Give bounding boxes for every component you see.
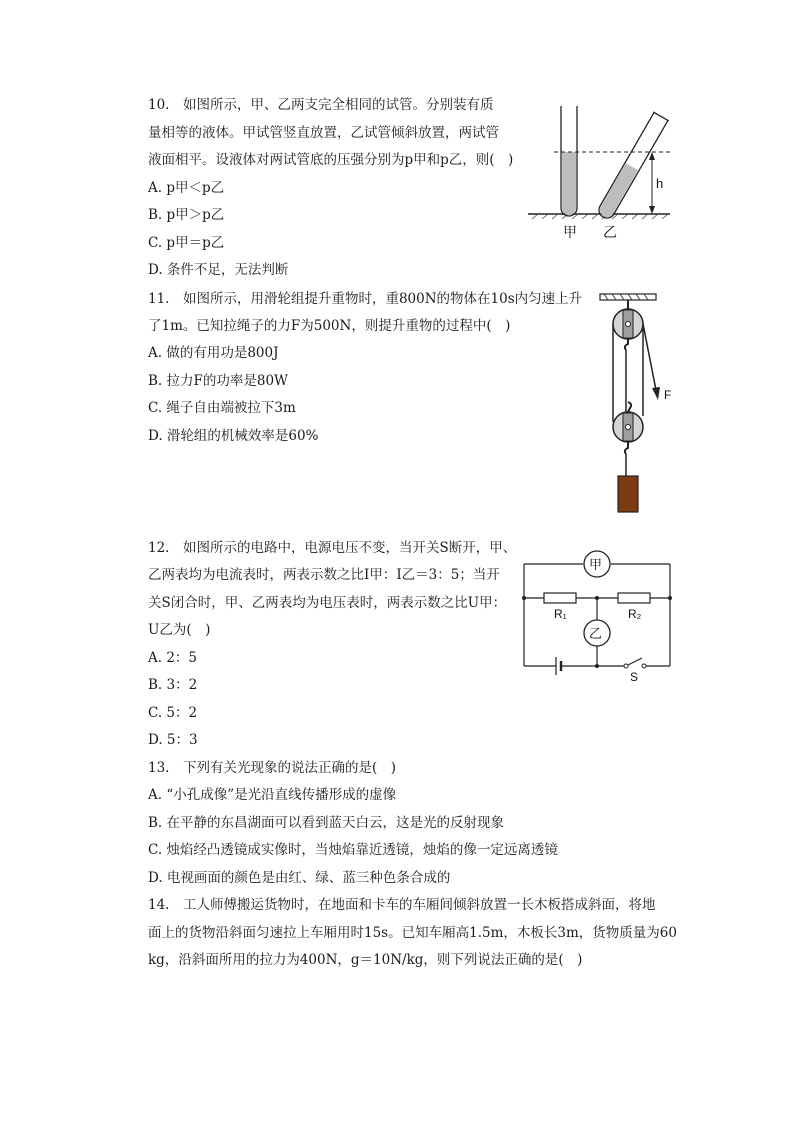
- q12-stem-line-1: 12. 如图所示的电路中，电源电压不变，当开关S断开，甲、: [148, 540, 517, 556]
- tube-yi-liquid: [597, 163, 638, 219]
- q13-stem: 13. 下列有关光现象的说法正确的是( ): [148, 760, 397, 776]
- q10-stem-line-1: 10. 如图所示，甲、乙两支完全相同的试管。分别装有质: [148, 97, 494, 113]
- q12-circuit-figure: [520, 548, 676, 686]
- q13-option-a[interactable]: A. “小孔成像”是光沿直线传播形成的虚像: [148, 787, 397, 803]
- q10-option-a[interactable]: A. p甲＜p乙: [148, 180, 225, 196]
- q13-option-b[interactable]: B. 在平静的东昌湖面可以看到蓝天白云，这是光的反射现象: [148, 815, 505, 831]
- height-label: h: [656, 176, 664, 191]
- r1-label: R₁: [554, 607, 567, 621]
- q11-option-d[interactable]: D. 滑轮组的机械效率是60%: [148, 428, 319, 444]
- q10-stem-line-2: 量相等的液体。甲试管竖直放置，乙试管倾斜放置，两试管: [148, 125, 499, 141]
- q11-stem-line-1: 11. 如图所示，用滑轮组提升重物时，重800N的物体在10s内匀速上升: [148, 291, 583, 307]
- switch-label: S: [630, 670, 639, 684]
- tube-jia-liquid: [562, 152, 576, 215]
- meter-yi-label: 乙: [589, 626, 603, 641]
- switch-lever: [628, 658, 642, 665]
- q14-stem-line-1: 14. 工人师傅搬运货物时，在地面和卡车的车厢间倾斜放置一长木板搭成斜面，将地: [148, 897, 656, 913]
- q11-stem-line-2: 了1m。已知拉绳子的力F为500N，则提升重物的过程中( ): [148, 318, 511, 334]
- q12-stem-line-3: 关S闭合时，甲、乙两表均为电压表时，两表示数之比U甲：: [148, 595, 507, 611]
- q12-option-a[interactable]: A. 2：5: [148, 650, 198, 666]
- q12-option-c[interactable]: C. 5：2: [148, 705, 198, 721]
- tube-jia-label: 甲: [563, 224, 577, 240]
- q12-option-b[interactable]: B. 3：2: [148, 677, 198, 693]
- q11-option-b[interactable]: B. 拉力F的功率是80W: [148, 373, 288, 389]
- q13-option-d[interactable]: D. 电视画面的颜色是由红、绿、蓝三种色条合成的: [148, 870, 451, 886]
- q10-option-d[interactable]: D. 条件不足，无法判断: [148, 262, 289, 278]
- q11-option-a[interactable]: A. 做的有用功是800J: [148, 345, 279, 361]
- weight-block: [618, 476, 638, 512]
- q10-stem-line-3: 液面相平。设液体对两试管底的压强分别为p甲和p乙，则( ): [148, 152, 514, 168]
- q14-stem-line-3: kg，沿斜面所用的拉力为400N，g＝10N/kg，则下列说法正确的是( ): [148, 952, 583, 968]
- meter-jia-label: 甲: [589, 557, 603, 572]
- q12-stem-line-2: 乙两表均为电流表时，两表示数之比I甲：I乙＝3：5；当开: [148, 567, 500, 583]
- q12-stem-line-4: U乙为( ): [148, 622, 211, 638]
- resistor-r1: [544, 593, 576, 603]
- q12-option-d[interactable]: D. 5：3: [148, 732, 198, 748]
- r2-label: R₂: [628, 607, 642, 621]
- force-label: F: [664, 388, 672, 402]
- resistor-r2: [618, 593, 650, 603]
- q14-stem-line-2: 面上的货物沿斜面匀速拉上车厢用时15s。已知车厢高1.5m，木板长3m，货物质量为60: [148, 925, 677, 941]
- q11-option-c[interactable]: C. 绳子自由端被拉下3m: [148, 400, 296, 416]
- q13-option-c[interactable]: C. 烛焰经凸透镜成实像时，当烛焰靠近透镜，烛焰的像一定远离透镜: [148, 842, 558, 858]
- q11-pulley-figure: [596, 290, 686, 520]
- q10-option-c[interactable]: C. p甲＝p乙: [148, 235, 225, 251]
- tube-yi-label: 乙: [603, 224, 617, 240]
- force-arrow-head: [652, 387, 660, 400]
- q10-test-tube-figure: [524, 104, 674, 244]
- q10-option-b[interactable]: B. p甲＞p乙: [148, 207, 225, 223]
- free-rope-end: [643, 324, 656, 390]
